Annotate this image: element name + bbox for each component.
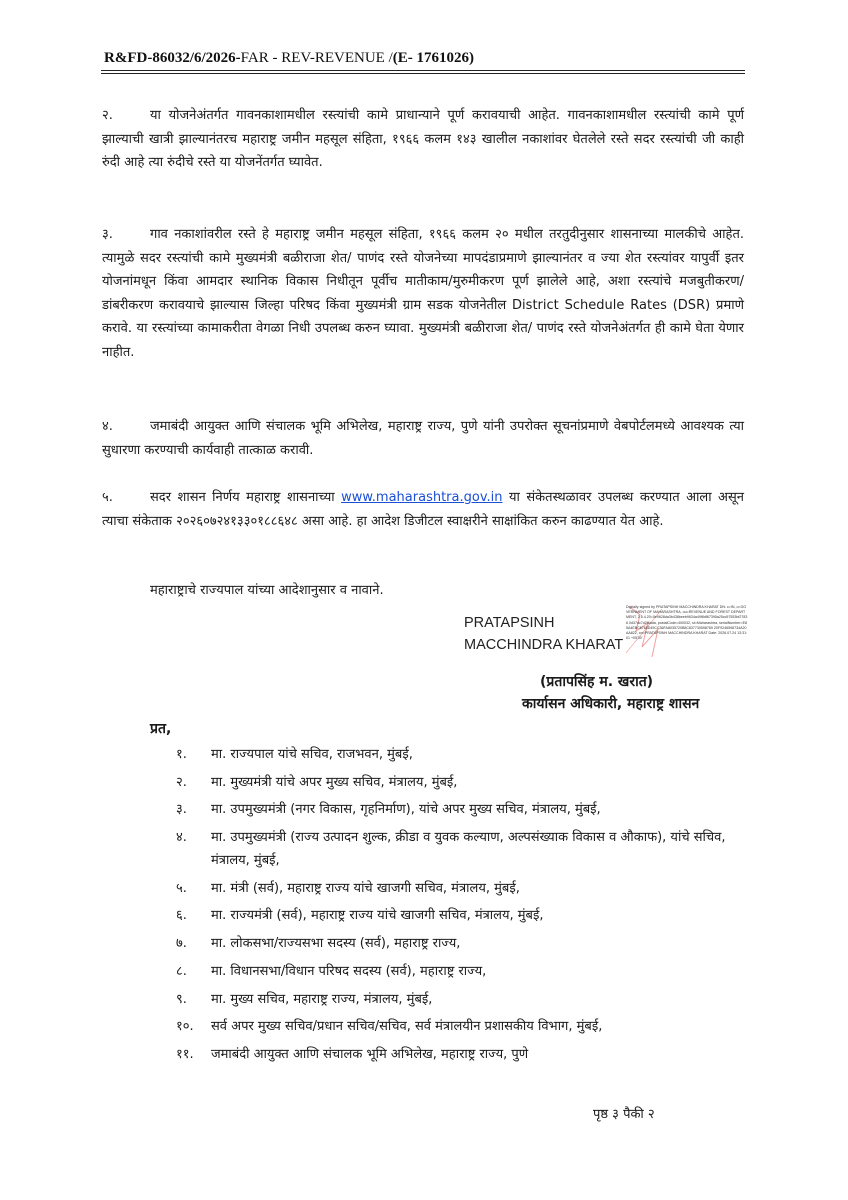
list-item (176, 960, 756, 983)
header-rule-bottom (101, 73, 745, 74)
list-item (176, 743, 756, 766)
list-item (176, 904, 756, 927)
list-item (176, 771, 756, 794)
closing-line: महाराष्ट्राचे राज्यपाल यांच्या आदेशानुसार व नावाने. (150, 583, 384, 598)
list-item (176, 988, 756, 1011)
item-number: १०. (176, 1019, 194, 1035)
item-text: मा. विधानसभा/विधान परिषद सदस्य (सर्व), महाराष्ट्र राज्य, (211, 963, 487, 979)
paragraph-text: या योजनेअंतर्गत गावनकाशामधील रस्त्यांची कामे प्राधान्याने पूर्ण करावयाची आहेत. गावनकाशामधील रस्त्यांची कामे पूर्ण झाल्याची खात्री झाल्यानंतरच महाराष्ट्र जमीन महसूल संहिता, १९६६ कलम १४३ खालील नकाशांवर घेतलेले रस्ते सदर रस्त्यांची जी काही रुंदी आहे त्या रुंदीचे रस्ते या योजनेंतर्गत घ्यावेत. (102, 108, 744, 170)
paragraph-4 (102, 415, 744, 462)
paragraph-number: ३. (102, 227, 113, 242)
paragraph-text: सदर शासन निर्णय महाराष्ट्र शासनाच्या (150, 490, 335, 505)
list-item (176, 826, 756, 872)
item-text: मा. मंत्री (सर्व), महाराष्ट्र राज्य यांचे खाजगी सचिव, मंत्रालय, मुंबई, (211, 880, 520, 896)
item-number: ४. (176, 830, 187, 846)
file-ref-part3: (E- 1761026) (392, 50, 474, 66)
item-number: २. (176, 774, 187, 790)
item-text: मा. मुख्यमंत्री यांचे अपर मुख्य सचिव, मंत्रालय, मुंबई, (211, 774, 458, 790)
paragraph-text: या संकेतस्थळावर उपलब्ध करण्यात आला असून त्याचा संकेताक २०२६०७२४१३३०१८८६४८ असा आहे. हा आदेश डिजीटल स्वाक्षरीने साक्षांकित करुन काढण्यात येत आहे. (102, 490, 744, 529)
page-number: पृष्ठ ३ पैकी २ (593, 1107, 655, 1122)
item-text: जमाबंदी आयुक्त आणि संचालक भूमि अभिलेख, महाराष्ट्र राज्य, पुणे (211, 1046, 529, 1062)
file-ref-part1: R&FD-86032/6/2026- (104, 50, 241, 66)
item-number: ६. (176, 908, 187, 924)
item-text: मा. उपमुख्यमंत्री (नगर विकास, गृहनिर्माण), यांचे अपर मुख्य सचिव, मंत्रालय, मुंबई, (211, 802, 601, 818)
item-text: मा. राज्यमंत्री (सर्व), महाराष्ट्र राज्य यांचे खाजगी सचिव, मंत्रालय, मुंबई, (211, 908, 544, 924)
paragraph-text: गाव नकाशांवरील रस्ते हे महाराष्ट्र जमीन महसूल संहिता, १९६६ कलम २० मधील तरतुदीनुसार शासनाच्या मालकीचे आहेत. त्यामुळे सदर रस्त्यांची कामे मुख्यमंत्री बळीराजा शेत/ पाणंद रस्ते योजनेच्या मापदंडाप्रमाणे झाल्यानंतर व ज्या शेत रस्त्यांवर यापुर्वी इतर योजनांमधून किंवा आमदार स्थानिक विकास निधीतून पूर्वीच मातीकाम/मुरुमीकरण पूर्ण झालेले आहे, अशा रस्त्यांचे मजबुतीकरण/डांबरीकरण करावयाचे झाल्यास जिल्हा परिषद किंवा मुख्यमंत्री ग्राम सडक योजनेतील District Schedule Rates (DSR) प्रमाणे करावे. या रस्त्यांच्या कामाकरीता वेगळा निधी उपलब्ध करुन घ्यावा. मुख्यमंत्री बळीराजा शेत/ पाणंद रस्ते योजनेअंतर्गत ही कामे घेता येणार नाहीत. (102, 227, 744, 360)
signatory-designation: कार्यासन अधिकारी, महाराष्ट्र शासन (522, 696, 700, 712)
list-item (176, 1015, 756, 1038)
item-number: ५. (176, 880, 187, 896)
paragraph-3 (102, 223, 744, 364)
signatory-name: (प्रतापसिंह म. खरात) (540, 674, 654, 690)
paragraph-number: ४. (102, 419, 113, 434)
item-text: मा. लोकसभा/राज्यसभा सदस्य (सर्व), महाराष्ट्र राज्य, (211, 936, 461, 952)
header-rule-top (101, 70, 745, 71)
item-number: ७. (176, 936, 187, 952)
paragraph-number: ५. (102, 490, 113, 505)
item-number: ३. (176, 802, 187, 818)
distribution-list (176, 743, 756, 1071)
file-reference-header (104, 50, 474, 67)
signer-line-1: PRATAPSINH (464, 615, 555, 631)
item-number: ११. (176, 1046, 194, 1062)
list-item (176, 932, 756, 955)
digital-signature-details: Digitally signed by PRATAPSINH MACCHINDRA KHARAT DN: c=IN, o=GOVERNMENT OF MAHARASHTRA, ou=REVENUE AND FOREST DEPARTMENT, 2.5.4.20=0e9628da3b438beeb9634a49f8df67395a25cc57553bf27836 0d37dc7d2f6ada, postalCode=400032, st=Maharashtra, serialNumber=E85A4EBC6765D49CC36FA8035720B8C837730598769 20F9246598734A20AA822, cn=PRATAPSINH MACCHINDRA KHARAT Date: 2026.07.24 13:31:01 +05'30' (626, 605, 748, 641)
signer-line-2: MACCHINDRA KHARAT (464, 637, 624, 653)
paragraph-2 (102, 104, 744, 175)
paragraph-text: जमाबंदी आयुक्त आणि संचालक भूमि अभिलेख, महाराष्ट्र राज्य, पुणे यांनी उपरोक्त सूचनांप्रमाणे वेबपोर्टलमध्ये आवश्यक त्या सुधारणा करण्याची कार्यवाही तात्काळ करावी. (102, 419, 744, 458)
paragraph-5 (102, 486, 744, 533)
paragraph-number: २. (102, 108, 113, 123)
item-text: मा. उपमुख्यमंत्री (राज्य उत्पादन शुल्क, क्रीडा व युवक कल्याण, अल्पसंख्याक विकास व औकाफ), यांचे सचिव, मंत्रालय, मुंबई, (211, 830, 726, 869)
list-item (176, 1043, 756, 1066)
item-text: मा. मुख्य सचिव, महाराष्ट्र राज्य, मंत्रालय, मुंबई, (211, 991, 433, 1007)
item-text: सर्व अपर मुख्य सचिव/प्रधान सचिव/सचिव, सर्व मंत्रालयीन प्रशासकीय विभाग, मुंबई, (211, 1019, 603, 1035)
item-number: ८. (176, 963, 187, 979)
item-number: १. (176, 747, 187, 762)
list-item (176, 877, 756, 900)
copy-to-title: प्रत, (150, 721, 172, 737)
digital-signer-name (464, 612, 623, 656)
website-link[interactable]: www.maharashtra.gov.in (341, 490, 503, 505)
item-number: ९. (176, 991, 187, 1007)
file-ref-part2: FAR - REV-REVENUE / (240, 50, 393, 66)
item-text: मा. राज्यपाल यांचे सचिव, राजभवन, मुंबई, (211, 747, 413, 762)
list-item (176, 798, 756, 821)
